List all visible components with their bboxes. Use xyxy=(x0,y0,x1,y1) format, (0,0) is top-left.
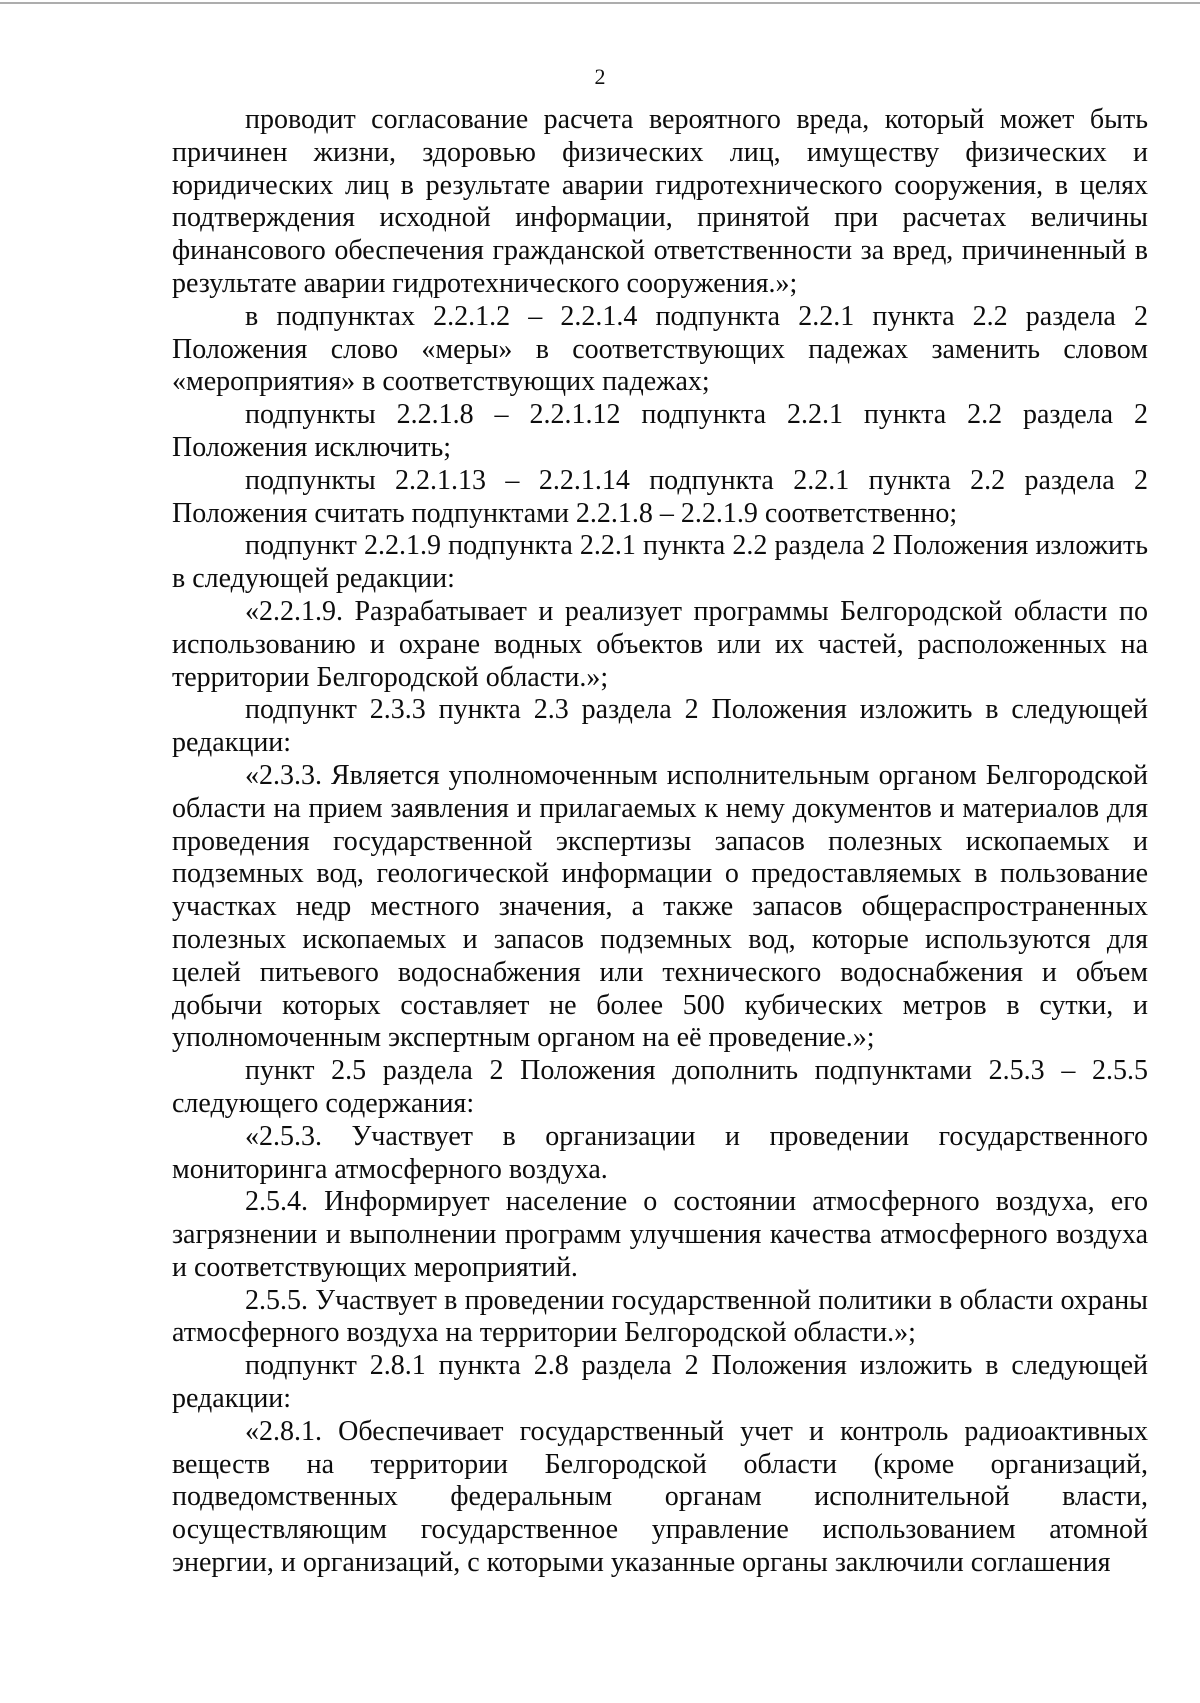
paragraph: подпункт 2.2.1.9 подпункта 2.2.1 пункта 2.2 раздела 2 Положения изложить в следующей редакции: xyxy=(172,530,1148,595)
paragraph: 2.5.4. Информирует население о состоянии атмосферного воздуха, его загрязнении и выполнении программ улучшения качества атмосферного воздуха и соответствующих мероприятий. xyxy=(172,1186,1148,1283)
scan-edge-line xyxy=(0,2,1200,4)
paragraph: проводит согласование расчета вероятного вреда, который может быть причинен жизни, здоровью физических лиц, имуществу физических и юридических лиц в результате аварии гидротехнического сооружения, в целях подтверждения исходной информации, принятой при расчетах величины финансового обеспечения гражданской ответственности за вред, причиненный в результате аварии гидротехнического сооружения.»; xyxy=(172,104,1148,299)
paragraph: «2.8.1. Обеспечивает государственный учет и контроль радиоактивных веществ на территории Белгородской области (кроме организаций, подведомственных федеральным органам исполнительной власти, осуществляющим государственное управление использованием атомной энергии, и организаций, с которыми указанные органы заключили соглашения xyxy=(172,1415,1148,1579)
page-number: 2 xyxy=(594,64,606,89)
paragraph: пункт 2.5 раздела 2 Положения дополнить подпунктами 2.5.3 – 2.5.5 следующего содержания: xyxy=(172,1055,1148,1119)
paragraph: подпункты 2.2.1.8 – 2.2.1.12 подпункта 2.2.1 пункта 2.2 раздела 2 Положения исключить; xyxy=(172,399,1148,463)
document-body xyxy=(172,104,1148,1580)
paragraph: в подпунктах 2.2.1.2 – 2.2.1.4 подпункта 2.2.1 пункта 2.2 раздела 2 Положения слово «меры» в соответствующих падежах заменить словом «мероприятия» в соответствующих падежах; xyxy=(172,300,1148,398)
paragraph: подпункты 2.2.1.13 – 2.2.1.14 подпункта 2.2.1 пункта 2.2 раздела 2 Положения считать подпунктами 2.2.1.8 – 2.2.1.9 соответственно; xyxy=(172,464,1148,529)
paragraph: 2.5.5. Участвует в проведении государственной политики в области охраны атмосферного воздуха на территории Белгородской области.»; xyxy=(172,1284,1148,1349)
paragraph: подпункт 2.8.1 пункта 2.8 раздела 2 Положения изложить в следующей редакции: xyxy=(172,1350,1148,1415)
paragraph: «2.5.3. Участвует в организации и проведении государственного мониторинга атмосферного воздуха. xyxy=(172,1120,1148,1185)
paragraph: подпункт 2.3.3 пункта 2.3 раздела 2 Положения изложить в следующей редакции: xyxy=(172,694,1148,759)
paragraph: «2.2.1.9. Разрабатывает и реализует программы Белгородской области по использованию и охране водных объектов или их частей, расположенных на территории Белгородской области.»; xyxy=(172,595,1148,693)
paragraph: «2.3.3. Является уполномоченным исполнительным органом Белгородской области на прием заявления и прилагаемых к нему документов и материалов для проведения государственной экспертизы запасов полезных ископаемых и подземных вод, геологической информации о предоставляемых в пользование участках недр местного значения, а также запасов общераспространенных полезных ископаемых и запасов подземных вод, которые используются для целей питьевого водоснабжения или технического водоснабжения и объем добычи которых составляет не более 500 кубических метров в сутки, и уполномоченным экспертным органом на её проведение.»; xyxy=(172,759,1148,1054)
